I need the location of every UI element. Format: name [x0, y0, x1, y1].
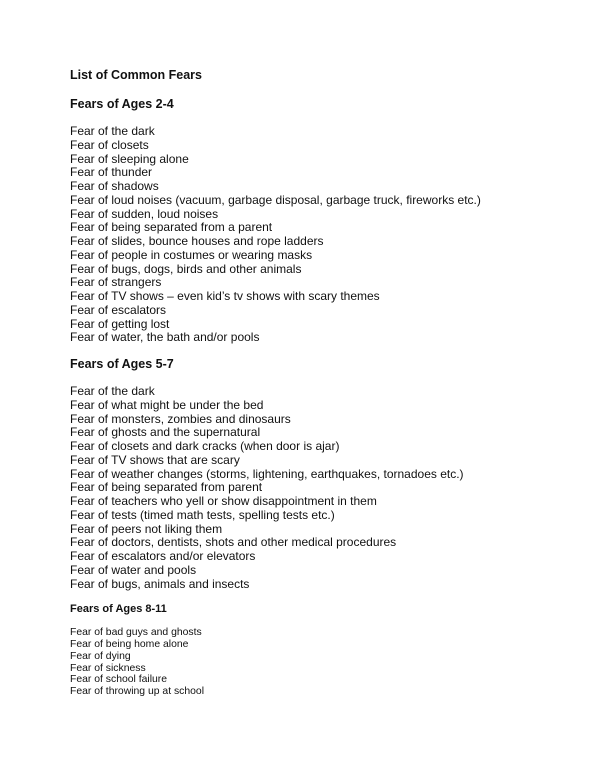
list-item: Fear of TV shows that are scary [70, 452, 240, 467]
list-item: Fear of escalators [70, 302, 167, 317]
list-item: Fear of sleeping alone [70, 151, 189, 166]
list-item: Fear of closets [70, 137, 149, 152]
list-item: Fear of being separated from a parent [70, 220, 273, 235]
list-item: Fear of water and pools [70, 562, 197, 577]
list-item: Fear of peers not liking them [70, 521, 223, 536]
section-heading: Fears of Ages 5-7 [70, 357, 174, 371]
list-item: Fear of thunder [70, 165, 153, 180]
list-item: Fear of throwing up at school [70, 686, 204, 698]
list-item: Fear of closets and dark cracks (when door is ajar) [70, 439, 340, 453]
list-item: Fear of teachers who yell or show disappointment in them [70, 494, 377, 508]
fear-list [70, 385, 580, 591]
list-item: Fear of strangers [70, 275, 162, 290]
list-item: Fear of being separated from parent [70, 480, 263, 495]
list-item: Fear of being home alone [70, 639, 189, 651]
list-item: Fear of bad guys and ghosts [70, 627, 202, 639]
list-item: Fear of escalators and/or elevators [70, 549, 256, 563]
list-item: Fear of dying [70, 650, 131, 662]
list-item: Fear of the dark [70, 384, 155, 398]
list-item: Fear of loud noises (vacuum, garbage disposal, garbage truck, fireworks etc.) [70, 192, 481, 207]
list-item: Fear of sudden, loud noises [70, 206, 219, 221]
list-item: Fear of TV shows – even kid’s tv shows with scary themes [70, 289, 380, 303]
list-item: Fear of slides, bounce houses and rope ladders [70, 234, 324, 248]
list-item: Fear of school failure [70, 674, 168, 686]
list-item: Fear of bugs, animals and insects [70, 576, 250, 591]
section-ages-2-4 [70, 97, 580, 345]
section-heading: Fears of Ages 2-4 [70, 97, 174, 111]
list-item: Fear of shadows [70, 179, 159, 193]
list-item: Fear of sickness [70, 662, 146, 674]
list-item: Fear of the dark [70, 124, 155, 138]
section-ages-5-7 [70, 357, 580, 591]
list-item: Fear of weather changes (storms, lightening, earthquakes, tornadoes etc.) [70, 466, 464, 481]
list-item: Fear of what might be under the bed [70, 397, 264, 412]
list-item: Fear of water, the bath and/or pools [70, 330, 260, 345]
document-page [70, 68, 580, 710]
list-item: Fear of bugs, dogs, birds and other animals [70, 261, 302, 276]
list-item: Fear of people in costumes or wearing masks [70, 247, 313, 262]
list-item: Fear of monsters, zombies and dinosaurs [70, 411, 291, 426]
list-item: Fear of getting lost [70, 316, 170, 331]
list-item: Fear of doctors, dentists, shots and other medical procedures [70, 535, 397, 550]
list-item: Fear of ghosts and the supernatural [70, 425, 261, 440]
document-title: List of Common Fears [70, 68, 202, 82]
fear-list [70, 125, 580, 345]
fear-list [70, 627, 580, 698]
section-heading: Fears of Ages 8-11 [70, 603, 167, 616]
section-ages-8-11 [70, 603, 580, 698]
list-item: Fear of tests (timed math tests, spelling tests etc.) [70, 507, 335, 522]
